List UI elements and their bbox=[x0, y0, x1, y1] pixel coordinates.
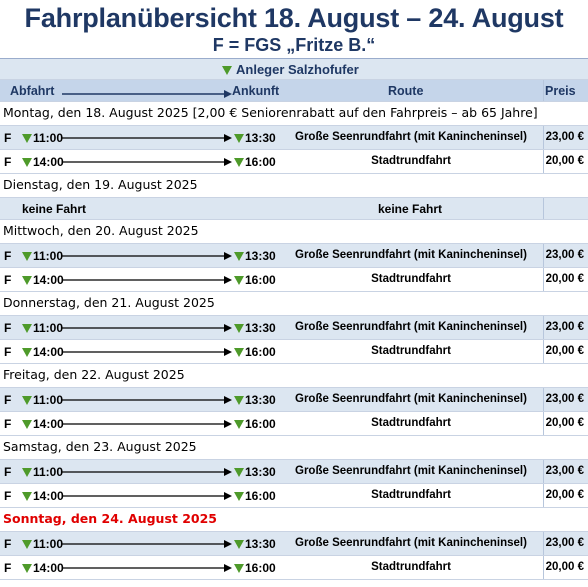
route-name: Große Seenrundfahrt (mit Kanincheninsel) bbox=[295, 393, 527, 405]
departure-time bbox=[22, 465, 63, 479]
day-label: Freitag, den 22. August 2025 bbox=[3, 367, 185, 382]
departure-time bbox=[22, 417, 64, 431]
green-triangle-icon bbox=[234, 348, 244, 357]
arrival-time bbox=[234, 345, 276, 359]
departure-time bbox=[22, 345, 64, 359]
day-row bbox=[0, 436, 588, 460]
day-row bbox=[0, 174, 588, 198]
ship-code: F bbox=[4, 155, 12, 169]
header-route: Route bbox=[388, 84, 424, 98]
trip-row bbox=[0, 460, 588, 484]
price: 23,00 € bbox=[545, 249, 584, 261]
arrival-text: 13:30 bbox=[245, 321, 276, 335]
green-triangle-icon bbox=[22, 420, 32, 429]
green-triangle-icon bbox=[22, 158, 32, 167]
ship-code: F bbox=[4, 417, 12, 431]
trip-row bbox=[0, 388, 588, 412]
pier-name: Anleger Salzhofufer bbox=[236, 62, 359, 77]
trip-arrow-icon bbox=[62, 134, 232, 142]
arrival-time bbox=[234, 537, 276, 551]
ship-code: F bbox=[4, 489, 12, 503]
header-preis: Preis bbox=[545, 84, 576, 98]
route-name: Große Seenrundfahrt (mit Kanincheninsel) bbox=[295, 537, 527, 549]
green-triangle-icon bbox=[234, 276, 244, 285]
day-row bbox=[0, 508, 588, 532]
green-triangle-icon bbox=[22, 276, 32, 285]
price: 20,00 € bbox=[545, 345, 584, 357]
green-triangle-icon bbox=[22, 134, 32, 143]
trip-arrow-icon bbox=[62, 468, 232, 476]
trip-arrow-icon bbox=[62, 420, 232, 428]
green-triangle-icon bbox=[22, 468, 32, 477]
arrival-time bbox=[234, 393, 276, 407]
departure-time bbox=[22, 131, 63, 145]
trip-arrow-icon bbox=[62, 252, 232, 260]
route-name: Große Seenrundfahrt (mit Kanincheninsel) bbox=[295, 131, 527, 143]
arrival-time bbox=[234, 321, 276, 335]
departure-text: 14:00 bbox=[33, 155, 64, 169]
pier-header bbox=[0, 58, 588, 80]
route-name: Große Seenrundfahrt (mit Kanincheninsel) bbox=[295, 465, 527, 477]
departure-text: 11:00 bbox=[33, 249, 64, 263]
departure-text: 11:00 bbox=[33, 321, 64, 335]
ship-code: F bbox=[4, 393, 12, 407]
departure-time bbox=[22, 249, 63, 263]
no-trip-right: keine Fahrt bbox=[378, 202, 443, 216]
trip-row bbox=[0, 244, 588, 268]
header-abfahrt: Abfahrt bbox=[10, 84, 55, 98]
trip-row bbox=[0, 316, 588, 340]
column-header-row bbox=[0, 80, 588, 102]
arrival-text: 16:00 bbox=[245, 489, 276, 503]
route-name: Stadtrundfahrt bbox=[371, 489, 451, 501]
arrival-time bbox=[234, 273, 276, 287]
price: 23,00 € bbox=[545, 393, 584, 405]
route-name: Stadtrundfahrt bbox=[371, 155, 451, 167]
arrival-time bbox=[234, 417, 276, 431]
day-label: Mittwoch, den 20. August 2025 bbox=[3, 223, 199, 238]
trip-arrow-icon bbox=[62, 540, 232, 548]
schedule-table bbox=[0, 58, 588, 580]
departure-text: 11:00 bbox=[33, 465, 64, 479]
departure-time bbox=[22, 489, 64, 503]
green-triangle-icon bbox=[222, 66, 232, 75]
trip-row bbox=[0, 412, 588, 436]
page-title: Fahrplanübersicht 18. August – 24. August bbox=[24, 3, 564, 33]
departure-text: 14:00 bbox=[33, 417, 64, 431]
arrival-time bbox=[234, 561, 276, 575]
departure-time bbox=[22, 393, 63, 407]
route-name: Große Seenrundfahrt (mit Kanincheninsel) bbox=[295, 249, 527, 261]
green-triangle-icon bbox=[22, 348, 32, 357]
trip-arrow-icon bbox=[62, 564, 232, 572]
departure-time bbox=[22, 273, 64, 287]
green-triangle-icon bbox=[234, 252, 244, 261]
green-triangle-icon bbox=[22, 540, 32, 549]
trip-row bbox=[0, 484, 588, 508]
trip-row bbox=[0, 268, 588, 292]
green-triangle-icon bbox=[234, 540, 244, 549]
green-triangle-icon bbox=[22, 252, 32, 261]
trip-arrow-icon bbox=[62, 276, 232, 284]
arrival-text: 13:30 bbox=[245, 131, 276, 145]
arrival-text: 16:00 bbox=[245, 417, 276, 431]
arrival-text: 13:30 bbox=[245, 249, 276, 263]
arrival-text: 13:30 bbox=[245, 393, 276, 407]
day-row bbox=[0, 292, 588, 316]
trip-arrow-icon bbox=[62, 158, 232, 166]
price: 23,00 € bbox=[545, 131, 584, 143]
ship-code: F bbox=[4, 321, 12, 335]
arrival-text: 16:00 bbox=[245, 345, 276, 359]
green-triangle-icon bbox=[234, 324, 244, 333]
arrival-time bbox=[234, 465, 276, 479]
departure-text: 14:00 bbox=[33, 561, 64, 575]
trip-arrow-icon bbox=[62, 396, 232, 404]
ship-code: F bbox=[4, 273, 12, 287]
departure-text: 11:00 bbox=[33, 537, 64, 551]
price: 20,00 € bbox=[545, 155, 584, 167]
ship-code: F bbox=[4, 249, 12, 263]
arrival-text: 13:30 bbox=[245, 537, 276, 551]
day-label: Donnerstag, den 21. August 2025 bbox=[3, 295, 215, 310]
header-ankunft: Ankunft bbox=[232, 84, 280, 98]
trip-arrow-icon bbox=[62, 492, 232, 500]
page-subtitle: F = FGS „Fritze B.“ bbox=[212, 35, 376, 55]
departure-text: 14:00 bbox=[33, 489, 64, 503]
departure-text: 14:00 bbox=[33, 345, 64, 359]
price: 23,00 € bbox=[545, 465, 584, 477]
green-triangle-icon bbox=[234, 420, 244, 429]
price: 20,00 € bbox=[545, 273, 584, 285]
departure-text: 11:00 bbox=[33, 131, 64, 145]
arrival-time bbox=[234, 489, 276, 503]
route-name: Stadtrundfahrt bbox=[371, 561, 451, 573]
green-triangle-icon bbox=[22, 564, 32, 573]
departure-text: 11:00 bbox=[33, 393, 64, 407]
green-triangle-icon bbox=[234, 158, 244, 167]
green-triangle-icon bbox=[22, 396, 32, 405]
route-name: Stadtrundfahrt bbox=[371, 417, 451, 429]
green-triangle-icon bbox=[234, 492, 244, 501]
departure-time bbox=[22, 561, 64, 575]
trip-row bbox=[0, 340, 588, 364]
ship-code: F bbox=[4, 465, 12, 479]
departure-time bbox=[22, 537, 63, 551]
no-trip-left: keine Fahrt bbox=[22, 202, 87, 216]
green-triangle-icon bbox=[22, 324, 32, 333]
ship-code: F bbox=[4, 561, 12, 575]
arrival-time bbox=[234, 131, 276, 145]
arrival-time bbox=[234, 155, 276, 169]
day-row bbox=[0, 364, 588, 388]
arrival-text: 13:30 bbox=[245, 465, 276, 479]
trip-row bbox=[0, 556, 588, 580]
day-label: Dienstag, den 19. August 2025 bbox=[3, 177, 198, 192]
trip-row bbox=[0, 532, 588, 556]
price: 20,00 € bbox=[545, 489, 584, 501]
ship-code: F bbox=[4, 131, 12, 145]
route-name: Stadtrundfahrt bbox=[371, 345, 451, 357]
route-name: Große Seenrundfahrt (mit Kanincheninsel) bbox=[295, 321, 527, 333]
day-row bbox=[0, 102, 588, 126]
green-triangle-icon bbox=[234, 564, 244, 573]
trip-arrow-icon bbox=[62, 324, 232, 332]
arrival-time bbox=[234, 249, 276, 263]
green-triangle-icon bbox=[22, 492, 32, 501]
ship-code: F bbox=[4, 537, 12, 551]
departure-time bbox=[22, 155, 64, 169]
green-triangle-icon bbox=[234, 468, 244, 477]
trip-row bbox=[0, 150, 588, 174]
trip-row bbox=[0, 126, 588, 150]
ship-code: F bbox=[4, 345, 12, 359]
trip-arrow-icon bbox=[62, 348, 232, 356]
day-row bbox=[0, 220, 588, 244]
green-triangle-icon bbox=[234, 134, 244, 143]
departure-time bbox=[22, 321, 63, 335]
price: 23,00 € bbox=[545, 321, 584, 333]
price: 20,00 € bbox=[545, 561, 584, 573]
route-name: Stadtrundfahrt bbox=[371, 273, 451, 285]
arrival-text: 16:00 bbox=[245, 273, 276, 287]
day-label: Samstag, den 23. August 2025 bbox=[3, 439, 197, 454]
price: 23,00 € bbox=[545, 537, 584, 549]
arrival-text: 16:00 bbox=[245, 155, 276, 169]
green-triangle-icon bbox=[234, 396, 244, 405]
day-label: Sonntag, den 24. August 2025 bbox=[3, 511, 217, 526]
no-trip-row bbox=[0, 198, 588, 220]
arrival-text: 16:00 bbox=[245, 561, 276, 575]
header-arrow-icon bbox=[62, 90, 232, 98]
day-label: Montag, den 18. August 2025 [2,00 € Seniorenrabatt auf den Fahrpreis – ab 65 Jahre] bbox=[3, 105, 538, 120]
price: 20,00 € bbox=[545, 417, 584, 429]
departure-text: 14:00 bbox=[33, 273, 64, 287]
